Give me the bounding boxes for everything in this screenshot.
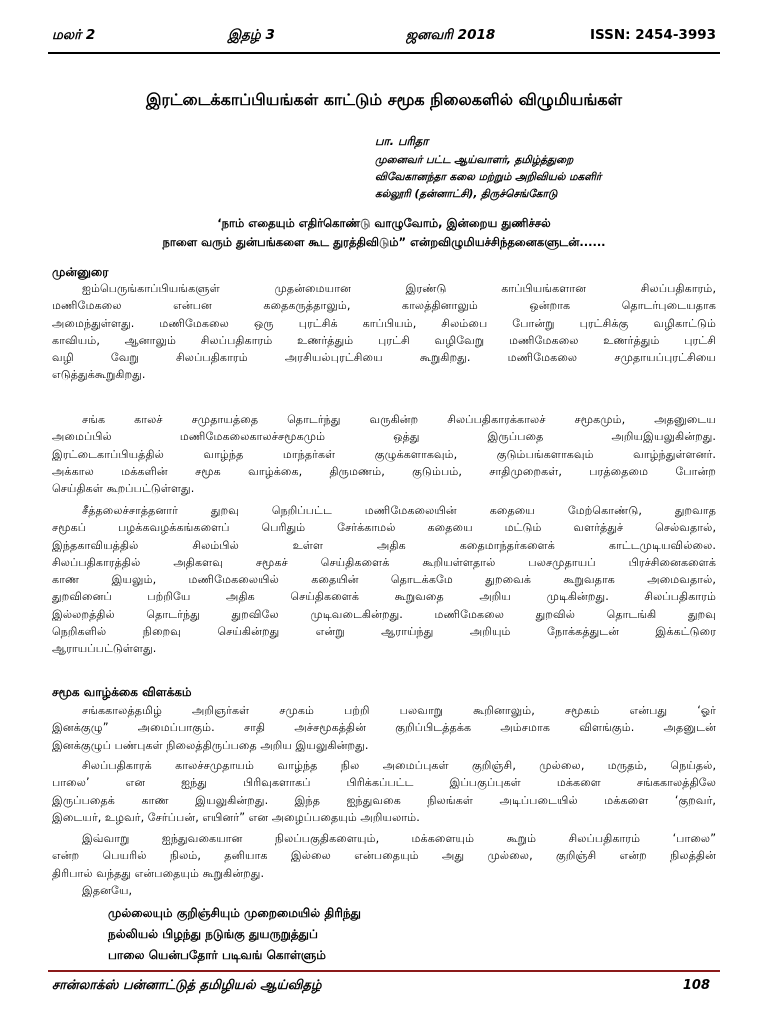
text-line: சங்ககாலத்தமிழ் அறிஞர்கள் சமுகம் பற்றி பலவாறு கூறினாலும், சமூகம் என்பது ‘ஓர் xyxy=(82,704,716,717)
epigraph-line: ‘நாம் எதையும் எதிர்கொண்டு வாழுவோம், இன்றைய துணிச்சல் xyxy=(217,216,551,230)
text-line: துறவினைப் பற்றியே அதிக செய்திகளைக் கூறுவதை அறிய முடிகின்றது. சிலப்பதிகாரம் xyxy=(52,590,716,604)
text-line: இருப்பதைக் காண இயலுகின்றது. இந்த ஐந்துவகை நிலங்கள் அடிப்படையில் மக்களை ‘குறவர், xyxy=(52,793,716,807)
text-line: மணிமேகலை என்பன கதைகருத்தாலும், காலத்தினாலும் ஒன்றாக தொடர்புடையதாக xyxy=(52,299,716,313)
text-line: திரிபால் வந்தது என்பதையும் கூறுகின்றது. xyxy=(52,866,265,880)
paragraph xyxy=(52,280,716,384)
text-line: அக்கால மக்களின் சமூக வாழ்க்கை, திருமணம், குடும்பம், சாதிமுறைகள், பரத்தைமை போன்ற xyxy=(52,464,716,478)
text-line: சிலப்பதிகாரத்தில் அதிகளவு சமூகச் செய்திகளைக் கூறியள்ளதால் பலசமுதாயப் பிரச்சினைகளைக் xyxy=(52,555,716,569)
paragraph xyxy=(52,502,716,658)
epigraph xyxy=(48,214,720,252)
text-line: இல்லறத்தில் தொடர்ந்து துறவிலே முடிவடைகின்றது. மணிமேகலை துறவில் தொடங்கி துறவு xyxy=(52,607,716,621)
verse-line: நல்லியல் பிழந்து நடுங்கு துயருறுத்துப் xyxy=(108,927,318,941)
issn-label: ISSN: 2454-3993 xyxy=(589,27,716,43)
author-affiliation-line: கல்லூரி (தன்னாட்சி), திருச்செங்கோடு xyxy=(375,188,558,200)
text-line: பாலை’ என ஐந்து பிரிவுகளாகப் பிரிக்கப்பட்ட இப்பகுப்புகள் மக்களை சங்ககாலத்திலே xyxy=(52,776,716,790)
author-name: பா. பரிதா xyxy=(375,134,429,148)
text-line: சிலப்பதிகாரக் காலச்சமுதாயம் வாழ்ந்த நில அமைப்புகள் குறிஞ்சி, முல்லை, மருதம், நெய்தல், xyxy=(82,759,716,772)
text-line: எடுத்துக்கூறுகிறது. xyxy=(52,368,146,382)
text-line: காவியம், ஆனாலும் சிலப்பதிகாரம் உணர்த்தும் புரட்சி வழிவேறு மணிமேகலை உணர்த்தும் புரட்சி xyxy=(52,333,716,347)
verse-quote xyxy=(108,903,361,966)
footer-rule xyxy=(48,970,720,972)
text-line: சங்க காலச் சமுதாயத்தை தொடர்ந்து வருகின்ற சிலப்பதிகாரக்காலச் சமூகமும், அதனுடைய xyxy=(82,413,716,426)
text-line: அமைந்துள்ளது. மணிமேகலை ஒரு புரட்சிக் காப்பியம், சிலம்பை போன்று புரட்சிக்கு வழிகாட்டும் xyxy=(52,316,716,330)
date-label: ஜனவரி 2018 xyxy=(406,27,496,43)
paragraph xyxy=(52,757,716,826)
text-line: சீத்தலைச்சாத்தனார் துறவு நெறிப்பட்ட மணிமேகலையின் கதையை மேற்கொண்டு, துறவாத xyxy=(82,504,716,517)
header-rule xyxy=(48,52,720,54)
section-heading: சமூக வாழ்க்கை விளக்கம் xyxy=(52,685,192,699)
journal-name: சான்லாக்ஸ் பன்னாட்டுத் தமிழியல் ஆய்விதழ் xyxy=(52,978,322,993)
text-line: இனக்குழுப் பண்புகள் நிலைத்திருப்பதை அறிய இயலுகின்றது. xyxy=(52,738,369,752)
text-line: செய்திகள் கூறப்பட்டுள்ளது. xyxy=(52,482,195,496)
paragraph xyxy=(52,830,716,899)
text-line: இனக்குழு” அமைப்பாகும். சாதி அச்சமூகத்தின் குறிப்பிடத்தக்க அம்சமாக விளங்கும். அதனுடன் xyxy=(52,721,716,735)
epigraph-line: நாளை வரும் துன்பங்களை கூட துரத்திவிடும்” என்றவிழுமியச்சிந்தனைகளுடன்...... xyxy=(162,235,606,249)
text-line: இந்தகாவியத்தில் சிலம்பில் உள்ள அதிக கதைமாந்தர்களைக் காட்டமுடியவில்லை. xyxy=(52,538,716,552)
text-line: அமைப்பில் மணிமேகலைகாலச்சமூகமும் ஒத்து இருப்பதை அறியஇயலுகின்றது. xyxy=(52,430,716,444)
article-title: இரட்டைக்காப்பியங்கள் காட்டும் சமூக நிலைகளில் விழுமியங்கள் xyxy=(145,90,623,109)
text-line: என்ற பெயரில் நிலம், தனியாக இல்லை என்பதையும் அது முல்லை, குறிஞ்சி என்ற நிலத்தின் xyxy=(52,849,716,863)
verse-line: பாலை யென்பதோர் படிவங் கொள்ளும் xyxy=(108,948,326,962)
text-line: இதனயே, xyxy=(82,883,133,897)
verse-line: முல்லையும் குறிஞ்சியும் முறைமையில் திரிந்து xyxy=(108,906,361,920)
text-line: சமூகப் பழக்கவழக்கங்களைப் பெரிதும் சேர்க்காமல் கதையை மட்டும் வளர்த்துச் செல்வதால், xyxy=(52,521,716,535)
text-line: காண இயலும், மணிமேகலையில் கதையின் தொடக்கமே துறவைக் கூறுவதாக அமைவதால், xyxy=(52,573,716,587)
text-line: ஆராயப்பட்டுள்ளது. xyxy=(52,642,157,656)
journal-header xyxy=(52,27,716,47)
author-affiliation-line: முனைவர் பட்ட ஆய்வாளர், தமிழ்த்துறை xyxy=(375,154,574,166)
text-line: இவ்வாறு ஐந்துவகையான நிலப்பகுதிகளையும், மக்களையும் கூறும் சிலப்பதிகாரம் ‘பாலை” xyxy=(82,832,716,845)
issue-label: இதழ் 3 xyxy=(228,27,275,43)
page-number: 108 xyxy=(682,978,710,993)
text-line: நெறிகளில் நிறைவு செய்கின்றது என்று ஆராய்ந்து அறியும் நோக்கத்துடன் இக்கட்டுரை xyxy=(52,625,716,639)
text-line: வழி வேறு சிலப்பதிகாரம் அரசியல்புரட்சியை கூறுகிறது. மணிமேகலை சமுதாயப்புரட்சியை xyxy=(52,351,716,365)
paragraph xyxy=(52,411,716,497)
paragraph xyxy=(52,702,716,754)
text-line: இரட்டைகாப்பியத்தில் வாழ்ந்த மாந்தர்கள் குழுக்களாகவும், குடும்பங்களாகவும் வாழ்ந்துள்ளனர். xyxy=(52,447,716,461)
text-line: இடையர், உழவர், சேர்ப்பன், எயினர்” என அழைப்பதையும் அறியலாம். xyxy=(52,810,420,824)
author-affiliation-line: விவேகானந்தா கலை மற்றும் அறிவியல் மகளிர் xyxy=(375,171,602,183)
text-line: ஐம்பெருங்காப்பியங்களுள் முதன்மையான இரண்டு காப்பியங்களான சிலப்பதிகாரம், xyxy=(82,282,716,295)
section-heading: முன்னுரை xyxy=(52,265,109,279)
volume-label: மலர் 2 xyxy=(52,27,96,43)
